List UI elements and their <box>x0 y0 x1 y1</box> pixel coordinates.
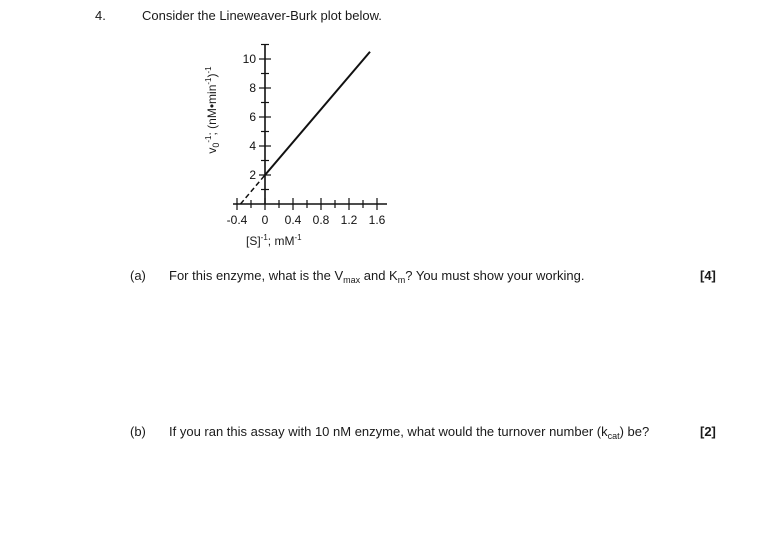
part-b-question: If you ran this assay with 10 nM enzyme, what would the turnover number $(k_{cat})$ be? <box>169 424 650 441</box>
y-tick-label: 6 <box>249 110 256 124</box>
y-tick-label: 2 <box>249 168 256 182</box>
x-tick-label: 1.6 <box>368 213 386 227</box>
part-b-label: (b) <box>130 424 146 439</box>
x-tick-label: 0.4 <box>284 213 302 227</box>
part-a-marks: [4] <box>700 268 716 283</box>
y-tick-label: 10 <box>242 52 256 66</box>
x-tick-label: -0.4 <box>226 213 248 227</box>
x-tick-label: 0 <box>261 213 269 227</box>
part-a-question: For this enzyme, what is the $V_{max}$ and $K_m$? You must show your working. <box>169 268 585 285</box>
question-prompt: Consider the Lineweaver-Burk plot below. <box>142 8 382 23</box>
data-line <box>265 52 370 175</box>
x-tick-label: 1.2 <box>340 213 358 227</box>
part-b-marks: [2] <box>700 424 716 439</box>
y-axis-label: $v_0^{-1}$; $(nM•\min^{-1})^{-1}$ <box>204 66 221 154</box>
x-tick-label: 0.8 <box>312 213 330 227</box>
question-number: 4. <box>95 8 106 23</box>
y-tick-label: 8 <box>249 81 256 95</box>
x-axis-label: $[S]^{-1}$; $mM^{-1}$ <box>246 233 302 248</box>
lineweaver-burk-plot <box>205 40 405 230</box>
y-tick-label: 4 <box>249 139 256 153</box>
part-a-label: (a) <box>130 268 146 283</box>
